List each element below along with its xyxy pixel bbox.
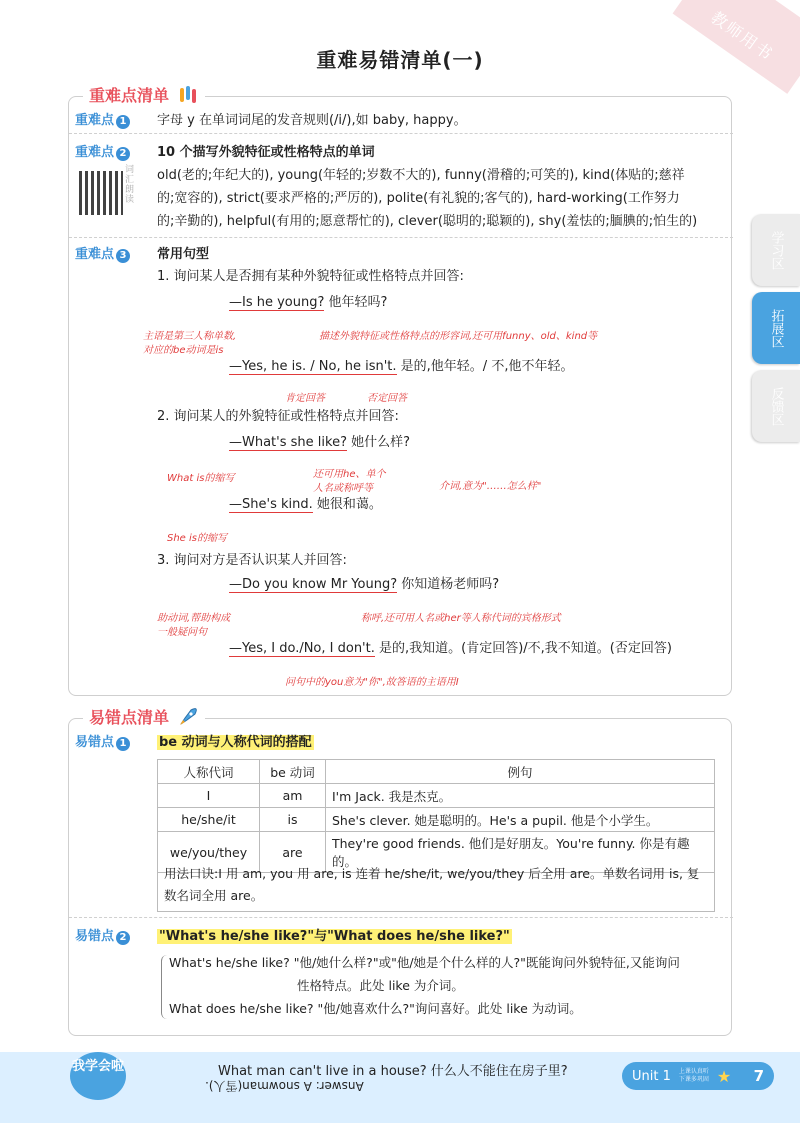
riddle-question: What man can't live in a house? 什么人不能住在房子里? <box>218 1064 568 1079</box>
error-point-2-label: 易错点 2 <box>75 925 147 945</box>
riddle-answer: Answer: A snowman(雪人). <box>205 1079 364 1093</box>
pattern-2-note-like: 介词,意为"……怎么样" <box>439 481 542 492</box>
pattern-3-title: 3. 询问对方是否认识某人并回答: <box>157 553 347 568</box>
unit-tip-1: 上课认真听 <box>678 1068 709 1075</box>
side-tab-extend[interactable]: 拓展区 <box>752 292 800 364</box>
key-point-3-label: 重难点 3 <box>75 243 147 263</box>
pattern-2-note-he: 还可用he、单个 <box>313 469 386 480</box>
pattern-3-note-do-2: 一般疑问句 <box>157 627 207 638</box>
pattern-1-title: 1. 询问某人是否拥有某种外貌特征或性格特点并回答: <box>157 269 464 284</box>
key-point-1 <box>69 109 733 133</box>
key-point-1-label: 重难点 1 <box>75 109 147 129</box>
key-point-2-line-1: old(老的;年纪大的), young(年轻的;岁数不大的), funny(滑稽的;可笑的), kind(体贴的;慈祥 <box>157 168 685 183</box>
error-point-2 <box>69 925 733 1025</box>
table-row: he/she/it is She's clever. 她是聪明的。He's a pupil. 他是个小学生。 <box>158 808 715 832</box>
qr-code-caption: 词汇朗读 <box>125 165 135 205</box>
pattern-1-note-subject: 主语是第三人称单数, <box>143 331 237 342</box>
key-points-heading-text: 重难点清单 <box>89 86 170 105</box>
key-point-1-text: 字母 y 在单词词尾的发音规则(/i/),如 baby, happy。 <box>157 113 467 128</box>
page-title: 重难易错清单(一) <box>316 48 484 72</box>
pattern-2-note-shes: She is的缩写 <box>167 533 228 544</box>
unit-indicator <box>622 1062 774 1090</box>
table-row: I am I'm Jack. 我是杰克。 <box>158 784 715 808</box>
key-point-2-line-2: 的;宽容的), strict(要求严格的;严厉的), polite(有礼貌的;客气的), hard-working(工作努力 <box>157 191 680 206</box>
table-row: we/you/they are They're good friends. 他们是好朋友。You're funny. 你是有趣的。 <box>158 832 715 873</box>
pattern-1-note-negative: 否定回答 <box>367 393 407 404</box>
pattern-1-question: —Is he young? 他年轻吗? <box>229 295 388 310</box>
pattern-3-note-title: 称呼,还可用人名或her等人称代词的宾格形式 <box>361 613 561 624</box>
brace-line <box>161 955 169 1019</box>
key-point-2-label: 重难点 2 <box>75 141 147 161</box>
error-points-heading-text: 易错点清单 <box>89 708 170 727</box>
pattern-1-answer: —Yes, he is. / No, he isn't. 是的,他年轻。/ 不,他不年轻。 <box>229 359 574 374</box>
pattern-3-question: —Do you know Mr Young? 你知道杨老师吗? <box>229 577 500 592</box>
pattern-2-answer: —She's kind. 她很和蔼。 <box>229 497 382 512</box>
side-tab-study[interactable]: 学习区 <box>752 214 800 286</box>
side-tabs <box>752 214 800 448</box>
mnemonic-box: 用法口诀:I 用 am, you 用 are, is 连着 he/she/it, we/you/they 后全用 are。单数名词用 is, 复 数名词全用 are。 <box>157 859 715 912</box>
pattern-1-note-subject-2: 对应的be动词是is <box>143 345 224 356</box>
key-point-3 <box>69 243 733 693</box>
pattern-3-note-you: 问句中的you意为"你",故答语的主语用I <box>285 677 459 688</box>
pattern-2-title: 2. 询问某人的外貌特征或性格特点并回答: <box>157 409 399 424</box>
unit-tip-2: 下课多巩固 <box>678 1076 709 1083</box>
pattern-2-note-he-2: 人名或称呼等 <box>313 483 373 494</box>
key-point-2 <box>69 141 733 237</box>
error-points-heading <box>83 705 205 728</box>
key-points-heading <box>83 83 205 106</box>
pattern-1-note-positive: 肯定回答 <box>285 393 325 404</box>
error-point-1-title: be 动词与人称代词的搭配 <box>159 735 312 750</box>
corner-stamp: 教师用书 <box>673 0 800 94</box>
error-point-2-title: "What's he/she like?"与"What does he/she like?" <box>159 929 510 944</box>
key-point-2-line-3: 的;辛勤的), helpful(有用的;愿意帮忙的), clever(聪明的;聪颖的), shy(羞怯的;腼腆的;怕生的) <box>157 214 698 229</box>
pattern-3-note-do: 助动词,帮助构成 <box>157 613 231 624</box>
footer-badge: 我学会啦 <box>70 1052 126 1100</box>
star-icon: ★ <box>716 1066 732 1086</box>
key-point-3-title: 常用句型 <box>157 247 210 262</box>
footer-bar <box>0 1052 800 1123</box>
side-tab-feedback[interactable]: 反馈区 <box>752 370 800 442</box>
pronoun-be-table <box>157 759 715 873</box>
error-point-2-line-2: 性格特点。此处 like 为介词。 <box>297 978 464 993</box>
crayons-icon <box>177 84 199 106</box>
pattern-1-note-adjective: 描述外貌特征或性格特点的形容词,还可用funny、old、kind等 <box>319 331 598 342</box>
pattern-2-question: —What's she like? 她什么样? <box>229 435 411 450</box>
error-point-1 <box>69 731 733 907</box>
pattern-3-answer: —Yes, I do./No, I don't. 是的,我知道。(肯定回答)/不,我不知道。(否定回答) <box>229 641 672 656</box>
page-number: 7 <box>753 1067 764 1085</box>
qr-code-icon[interactable] <box>79 171 123 215</box>
rocket-icon <box>177 706 199 728</box>
error-points-section <box>68 708 732 1036</box>
pattern-2-note-whats: What is的缩写 <box>167 473 235 484</box>
error-point-2-line-1: What's he/she like? "他/她什么样?"或"他/她是个什么样的人?"既能询问外貌特征,又能询问 <box>169 955 680 970</box>
table-header-row: 人称代词 be 动词 例句 <box>158 760 715 784</box>
unit-label: Unit 1 <box>632 1068 671 1084</box>
key-points-section <box>68 86 732 696</box>
key-point-2-title: 10 个描写外貌特征或性格特点的单词 <box>157 145 375 160</box>
error-point-1-label: 易错点 1 <box>75 731 147 751</box>
error-point-2-line-3: What does he/she like? "他/她喜欢什么?"询问喜好。此处 like 为动词。 <box>169 1001 582 1016</box>
